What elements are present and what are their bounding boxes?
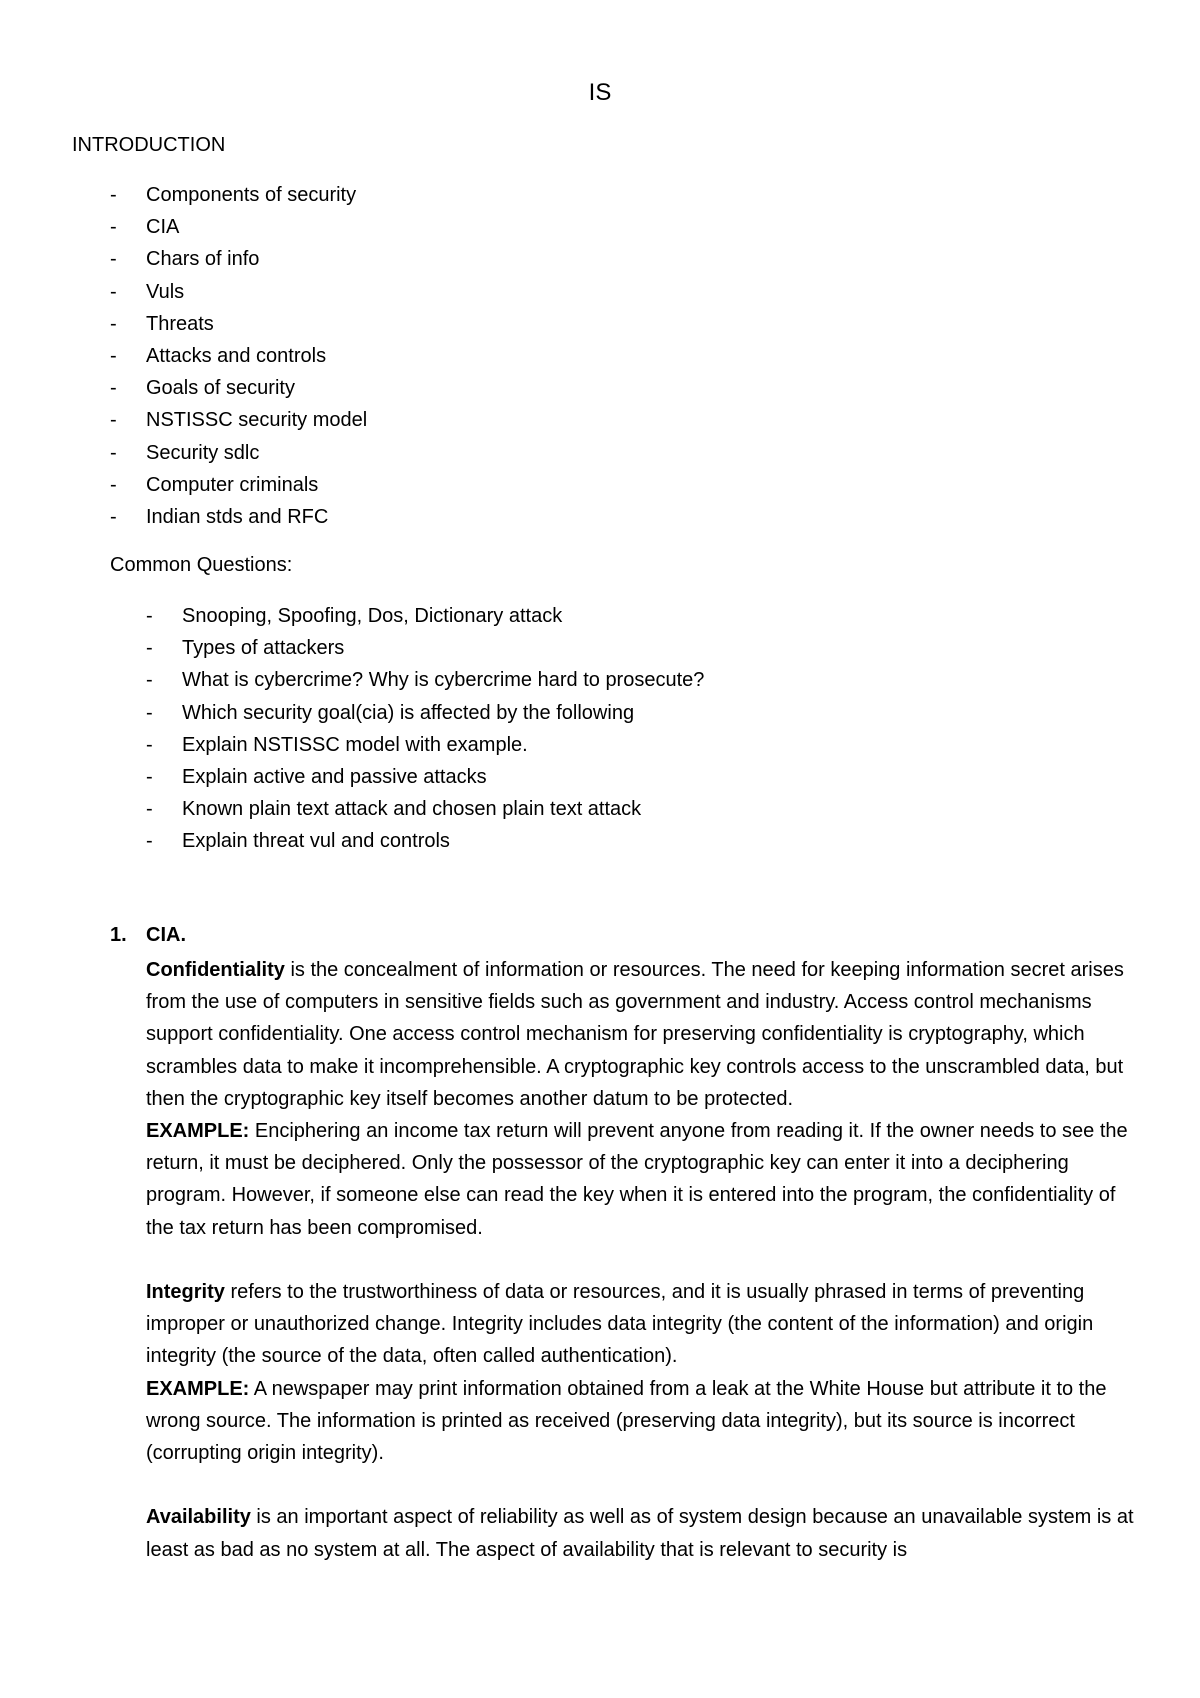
list-item: - Security sdlc bbox=[146, 437, 367, 469]
confidentiality-paragraph: Confidentiality is the concealment of information or resources. The need for keeping information secret arises from the use of computers in sensitive fields such as government and industry. Access control mechanisms support confidentiality. One access control mechanism for preserving confidentiality is cryptography, which scrambles data to make it incomprehensible. A cryptographic key controls access to the unscrambled data, but then the cryptographic key itself becomes another datum to be protected. bbox=[146, 959, 1124, 1110]
list-item: - Explain NSTISSC model with example. bbox=[182, 729, 704, 761]
dash-bullet: - bbox=[110, 216, 117, 239]
document-title: IS bbox=[588, 79, 612, 106]
list-item: - What is cybercrime? Why is cybercrime hard to prosecute? bbox=[182, 664, 704, 696]
section-body bbox=[146, 954, 1136, 1566]
list-item: - CIA bbox=[146, 211, 367, 243]
dash-bullet: - bbox=[110, 473, 117, 496]
introduction-heading: INTRODUCTION bbox=[72, 134, 226, 156]
list-item: - Explain threat vul and controls bbox=[182, 825, 704, 857]
dash-bullet: - bbox=[146, 605, 153, 627]
dash-bullet: - bbox=[110, 345, 117, 368]
dash-bullet: - bbox=[146, 733, 153, 756]
list-item: - Goals of security bbox=[146, 372, 367, 404]
integrity-example: EXAMPLE: A newspaper may print information obtained from a leak at the White House but attribute it to the wrong source. The information is printed as received (preserving data integrity), but its source is incorrect (corrupting origin integrity). bbox=[146, 1377, 1107, 1465]
dash-bullet: - bbox=[146, 637, 153, 660]
section-number: 1. bbox=[110, 924, 127, 946]
dash-bullet: - bbox=[110, 377, 117, 400]
list-item: - Which security goal(cia) is affected by the following bbox=[182, 697, 704, 729]
confidentiality-example: EXAMPLE: Enciphering an income tax return will prevent anyone from reading it. If the owner needs to see the return, it must be deciphered. Only the possessor of the cryptographic key can enter it into a deciphering program. However, if someone else can read the key when it is entered into the program, the confidentiality of the tax return has been compromised. bbox=[146, 1120, 1128, 1239]
questions-list bbox=[146, 600, 705, 858]
common-questions-label: Common Questions: bbox=[110, 554, 293, 576]
dash-bullet: - bbox=[146, 701, 153, 724]
example-label: EXAMPLE: bbox=[146, 1377, 250, 1400]
dash-bullet: - bbox=[110, 184, 117, 206]
example-label: EXAMPLE: bbox=[146, 1120, 250, 1143]
availability-paragraph: Availability is an important aspect of reliability as well as of system design because an unavailable system is at least as bad as no system at all. The aspect of availability that is relevant to security is bbox=[146, 1506, 1134, 1561]
dash-bullet: - bbox=[110, 280, 117, 303]
list-item: - Snooping, Spoofing, Dos, Dictionary attack bbox=[182, 600, 704, 632]
dash-bullet: - bbox=[110, 248, 117, 271]
list-item: - NSTISSC security model bbox=[146, 404, 367, 436]
paragraph-gap bbox=[146, 1244, 1136, 1276]
dash-bullet: - bbox=[146, 830, 153, 853]
section-title: CIA. bbox=[146, 924, 186, 946]
dash-bullet: - bbox=[146, 798, 153, 821]
topics-list bbox=[110, 179, 368, 533]
dash-bullet: - bbox=[146, 669, 153, 692]
integrity-paragraph: Integrity refers to the trustworthiness of data or resources, and it is usually phrased in terms of preventing improper or unauthorized change. Integrity includes data integrity (the content of the information) and origin integrity (the source of the data, often called authentication). bbox=[146, 1281, 1094, 1368]
list-item: - Attacks and controls bbox=[146, 340, 367, 372]
list-item: - Types of attackers bbox=[182, 632, 704, 664]
section-heading bbox=[110, 922, 186, 948]
list-item: - Components of security bbox=[146, 179, 367, 211]
list-item: - Computer criminals bbox=[146, 469, 367, 501]
dash-bullet: - bbox=[110, 409, 117, 432]
dash-bullet: - bbox=[110, 312, 117, 335]
availability-term: Availability bbox=[146, 1506, 251, 1529]
list-item: - Indian stds and RFC bbox=[146, 501, 367, 533]
list-item: - Explain active and passive attacks bbox=[182, 761, 704, 793]
integrity-term: Integrity bbox=[146, 1281, 225, 1304]
list-item: - Vuls bbox=[146, 276, 367, 308]
paragraph-gap bbox=[146, 1469, 1136, 1501]
list-item: - Known plain text attack and chosen plain text attack bbox=[182, 793, 704, 825]
list-item: - Chars of info bbox=[146, 243, 367, 275]
dash-bullet: - bbox=[146, 766, 153, 789]
dash-bullet: - bbox=[110, 441, 117, 464]
dash-bullet: - bbox=[110, 506, 117, 529]
confidentiality-term: Confidentiality bbox=[146, 959, 285, 981]
list-item: - Threats bbox=[146, 308, 367, 340]
